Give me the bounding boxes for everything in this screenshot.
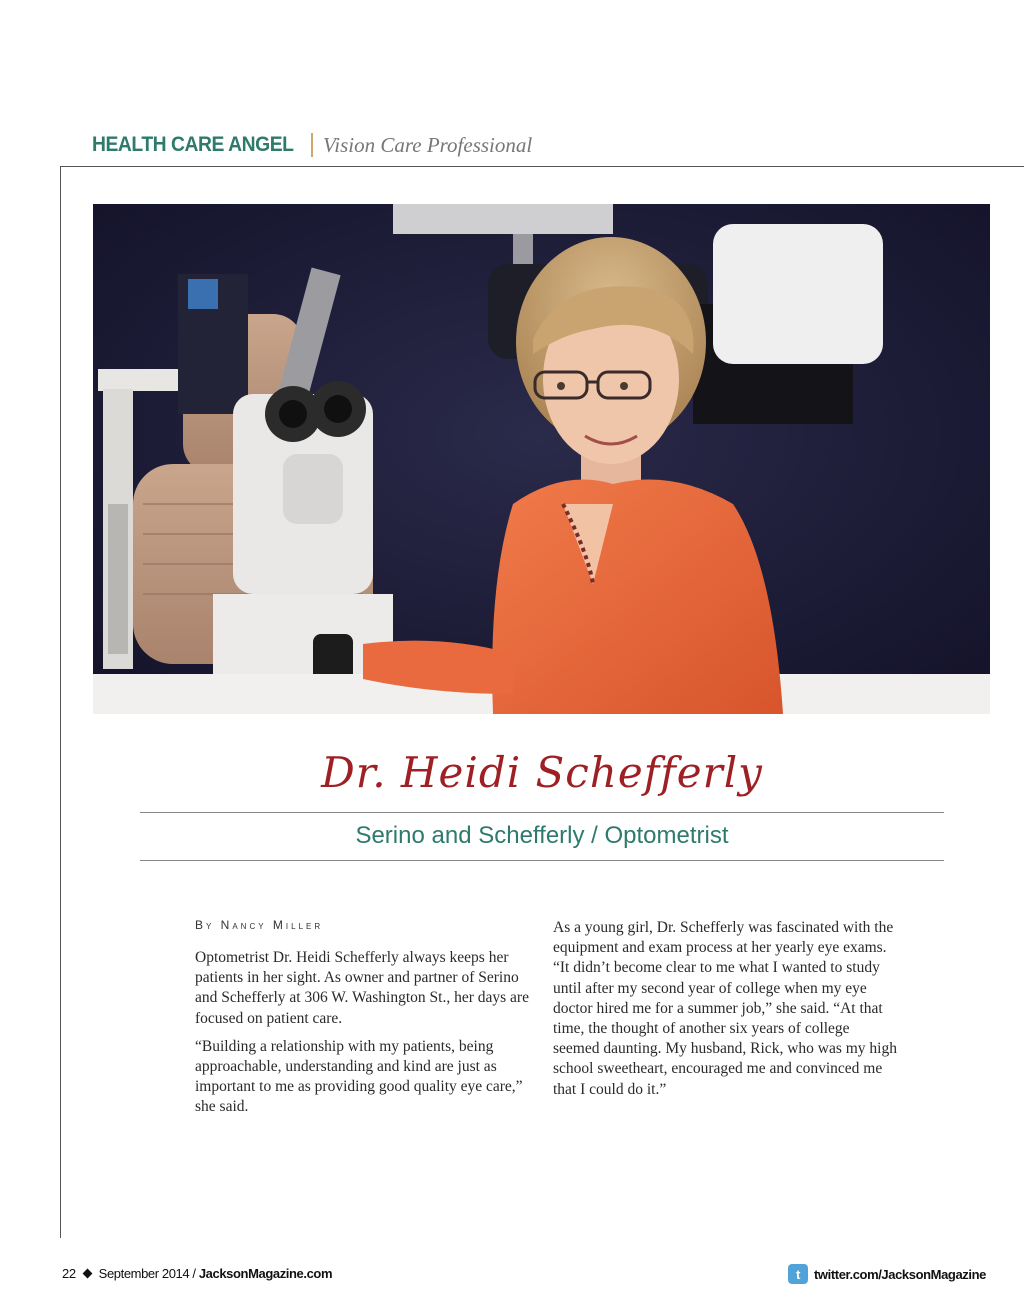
- section-name: HEALTH CARE ANGEL: [92, 133, 294, 156]
- byline: By Nancy Miller: [195, 918, 324, 932]
- twitter-handle[interactable]: twitter.com/JacksonMagazine: [814, 1266, 986, 1282]
- website-link[interactable]: JacksonMagazine.com: [198, 1266, 333, 1281]
- footer-twitter[interactable]: [788, 1264, 986, 1284]
- issue-date: September 2014 /: [98, 1266, 196, 1281]
- paragraph: “Building a relationship with my patients, being approachable, understanding and kind are just as important to me as providing good quality eye care,” she said.: [195, 1037, 523, 1116]
- page-number: 22: [62, 1266, 76, 1281]
- section-header: [92, 128, 532, 162]
- paragraph: As a young girl, Dr. Schefferly was fascinated with the equipment and exam process at her yearly eye exams. “It didn’t become clear to me what I wanted to study until after my second year of college when my eye doctor hired me for a summer job,” she said. “At that time, the thought of another six years of college seemed daunting. My husband, Rick, who was my high school sweetheart, encouraged me and convinced me that I could do it.”: [553, 919, 897, 1098]
- section-separator: [311, 133, 313, 157]
- article-subtitle: Serino and Schefferly / Optometrist: [355, 822, 729, 849]
- article-title: Dr. Heidi Schefferly: [321, 748, 763, 797]
- article-column-2: [553, 918, 898, 1100]
- portrait-photo: [93, 204, 990, 714]
- article-column-1: [195, 948, 530, 1118]
- top-border-rule: [60, 166, 1024, 167]
- left-border-rule: [60, 166, 61, 1238]
- section-subtitle: Vision Care Professional: [323, 132, 533, 157]
- title-rule-bottom: [140, 860, 944, 861]
- title-rule-top: [140, 812, 944, 813]
- twitter-icon: t: [788, 1264, 808, 1284]
- diamond-icon: [82, 1269, 92, 1279]
- paragraph: Optometrist Dr. Heidi Schefferly always keeps her patients in her sight. As owner and partner of Serino and Schefferly at 306 W. Washington St., her days are focused on patient care.: [195, 949, 529, 1027]
- footer-page-info: [62, 1266, 332, 1281]
